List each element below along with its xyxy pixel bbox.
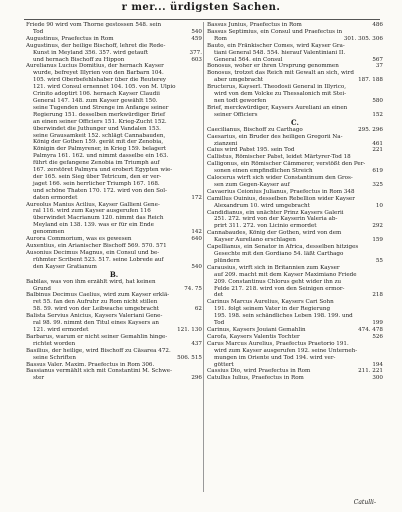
- entry-text: daten ermordet: [33, 194, 78, 201]
- entry-text: Auxentius, ein Arianischer Bischoff 569. 570. 571: [26, 243, 167, 249]
- index-entry: [207, 348, 383, 355]
- index-entry: [26, 375, 202, 382]
- index-entry: [26, 327, 202, 334]
- index-entry: [26, 98, 202, 105]
- index-entry: [26, 222, 202, 229]
- entry-text: plündern: [214, 257, 240, 264]
- entry-text: überwindet Macrianum 120. nimmt das Reich: [33, 215, 164, 222]
- index-entry: [207, 265, 383, 272]
- entry-text: Bauto, ein Fränkischer Comes, wird Kayser Gra-: [207, 42, 345, 49]
- page-reference: 540: [191, 28, 202, 35]
- index-entry: [207, 98, 383, 105]
- left-column: [26, 22, 202, 382]
- page-reference: 74. 75: [184, 285, 202, 292]
- entry-text: ral 116. wird zum Kayser ausgerufen 116: [33, 208, 151, 215]
- page-reference: 377.: [189, 49, 202, 56]
- index-entry: [26, 126, 202, 133]
- entry-text: 191. folgt seinem Vater in der Regierung: [214, 306, 331, 313]
- entry-text: Cavaerius Ceionius Julianus, Praefectus in Rom 348: [207, 188, 355, 195]
- entry-text: Brief, merckwürdiger, Kaysers Aureliani an einen: [207, 104, 348, 111]
- page-reference: 194: [372, 361, 383, 368]
- index-entry: [207, 306, 383, 313]
- index-entry: [26, 348, 202, 355]
- index-entry: [207, 105, 383, 112]
- entry-text: überwindet die Juthunger und Vandalen 153.: [33, 125, 161, 132]
- page-reference: 55: [375, 257, 383, 264]
- entry-text: Regierung 151. desselben merkwürdiger Brief: [33, 111, 166, 118]
- index-entry: [26, 43, 202, 50]
- entry-text: wird von dem Volcke zu Thessalonich mit Stei-: [214, 91, 347, 98]
- entry-text: Candidianus, ein unächter Prinz Kaysers Galerii: [207, 209, 344, 216]
- entry-text: 209. Constantinus Chlorus geht wider ihn zu: [214, 278, 342, 285]
- index-entry: [207, 327, 383, 334]
- index-entry: [26, 160, 202, 167]
- entry-text: 251. 272. wird von der Kayserin Valeria ab-: [214, 216, 338, 223]
- header-rule: [24, 19, 380, 20]
- entry-text: Friede 90 wird vom Thorne gestossen 548. sein: [26, 22, 162, 28]
- entry-text: Königin der Palmyrener, in Krieg 159. belagert: [33, 146, 167, 153]
- index-entry: [207, 196, 383, 203]
- entry-text: Caius wird Pabst 195. sein Tod: [207, 147, 295, 154]
- entry-text: Caecilianus, Bischoff zu Carthago: [207, 126, 303, 133]
- index-entry: [26, 91, 202, 98]
- catchword: Catulli-: [353, 499, 376, 506]
- entry-text: Bassus Junius, Praefectus in Rom: [207, 22, 302, 28]
- page-reference: 300: [372, 375, 383, 382]
- index-entry: [26, 368, 202, 375]
- entry-text: Augustinus, der heilige Bischoff, lehret die Rede-: [26, 42, 166, 49]
- entry-text: 167. zerstöret Palmyra und erobert Egypten wie-: [33, 167, 173, 174]
- entry-text: 105. wird Oberbefehlshaber über die Reuterey: [33, 77, 167, 84]
- entry-text: Aurora Commorium, was es gewesen: [26, 236, 132, 243]
- index-entry: [207, 362, 383, 369]
- index-entry: [207, 341, 383, 348]
- index-entry: [26, 202, 202, 209]
- entry-text: General 147. 148. zum Kayser gewählt 150.: [33, 97, 158, 104]
- entry-text: König der Gothen 159. gerät mit der Zenobia,: [33, 139, 164, 146]
- index-entry: [207, 36, 383, 43]
- column-divider: [203, 22, 204, 492]
- page-reference: 292: [372, 223, 383, 230]
- entry-text: Bonosus, trotzet das Reich mit Gewalt an sich, wird: [207, 70, 354, 77]
- entry-text: Calligonus, ein Römischer Cämmerer, verstößt den Per-: [207, 161, 366, 168]
- entry-text: göttert: [214, 361, 234, 368]
- index-entry: [26, 362, 202, 369]
- entry-text: jaget 166. sein herrlicher Triumph 167. 168.: [33, 180, 160, 187]
- page-reference: 325: [372, 181, 383, 188]
- index-entry: [207, 230, 383, 237]
- index-entry: [207, 286, 383, 293]
- entry-text: Calocerus wirft sich wider Constantinum den Gros-: [207, 175, 353, 182]
- index-entry: [207, 134, 383, 141]
- entry-text: Tod: [214, 320, 225, 327]
- entry-text: Capellianus, ein Senator in Africa, desselben hitziges: [207, 244, 359, 251]
- page-reference: 301. 305. 306: [343, 35, 383, 42]
- index-entry: [26, 334, 202, 341]
- index-entry: [207, 22, 383, 29]
- index-entry: [26, 250, 202, 257]
- entry-text: Carinus, Kaysers Jouiani Gemahlin: [207, 326, 306, 333]
- entry-text: Callistus, Römischer Pabst, leidet Märtyrer-Tod 18: [207, 154, 351, 161]
- entry-text: den Kayser Gratianum: [33, 263, 97, 270]
- entry-text: 195. 198. sein schändliches Leben 198. 199. und: [214, 313, 353, 320]
- page-reference: 580: [372, 97, 383, 104]
- index-entry: [26, 243, 202, 250]
- entry-text: Felde 217. 218. wird von den Seinigen ermor-: [214, 285, 345, 292]
- entry-text: Kunst in Meyland 356. 357. wird getauft: [33, 49, 149, 56]
- page-reference: 619: [372, 168, 383, 175]
- index-entry: [26, 153, 202, 160]
- index-entry: [26, 299, 202, 306]
- entry-text: Tod: [33, 28, 44, 35]
- index-entry: [26, 264, 202, 271]
- index-entry: [26, 306, 202, 313]
- entry-text: und hernach Bischoff zu Hippon: [33, 56, 125, 63]
- index-entry: [26, 195, 202, 202]
- entry-text: Balista Servius Anicius, Kaysers Valeriani Gene-: [26, 313, 163, 320]
- page-reference: 567: [372, 56, 383, 63]
- page-reference: 142: [191, 229, 202, 236]
- index-entry: [207, 355, 383, 362]
- page-reference: 218: [372, 292, 383, 299]
- entry-text: 121. wird Consul ernennet 104. 105. von M. Ulpio: [33, 84, 176, 91]
- entry-text: Carus Marcus Aurelius, Praefectus Praetorio 191.: [207, 340, 349, 347]
- page-reference: 187. 188: [358, 77, 383, 84]
- index-entry: [207, 203, 383, 210]
- page-reference: 437: [191, 340, 202, 347]
- index-entry: [26, 50, 202, 57]
- entry-text: Camillus Ouinius, desselben Rebellion wider Kayser: [207, 195, 355, 202]
- entry-text: führt die gefangene Zenobia im Triumph auf: [33, 160, 160, 167]
- entry-text: Bassus Septimius, ein Consul und Praefectus in: [207, 28, 343, 35]
- index-entry: [207, 141, 383, 148]
- entry-text: Ausonius Decimus Magnus, ein Consul und be-: [26, 249, 160, 256]
- index-entry: [26, 57, 202, 64]
- entry-text: Bassianus vermählt sich mit Constantini M. Schwe-: [26, 368, 173, 375]
- index-entry: [207, 29, 383, 36]
- index-entry: [26, 70, 202, 77]
- index-entry: [207, 258, 383, 265]
- index-entry: [26, 355, 202, 362]
- index-entry: [26, 229, 202, 236]
- index-entry: [207, 375, 383, 382]
- index-entry: [207, 63, 383, 70]
- index-entry: [207, 91, 383, 98]
- right-column: [207, 22, 383, 382]
- entry-text: Meyland ein 138. 139. was er für ein Ende: [33, 222, 154, 229]
- page-reference: 10: [375, 202, 383, 209]
- entry-text: ret 55. fan den Aufruhr zu Rom nicht stillen: [33, 299, 158, 306]
- entry-text: Alexandrum 10. wird umgebracht: [214, 202, 310, 209]
- index-entry: [26, 29, 202, 36]
- entry-text: General 564. ein Consul: [214, 56, 283, 63]
- entry-text: Palmyra 161. 162. und nimmt dasselbe ein 163.: [33, 153, 169, 160]
- entry-text: 121. wird ermordet: [33, 326, 89, 333]
- page-reference: 640: [191, 236, 202, 243]
- index-entry: [26, 188, 202, 195]
- entry-text: Cassius Dio, wird Praefectus in Rom: [207, 368, 311, 375]
- index-entry: [207, 70, 383, 77]
- entry-text: Augustinus, Praefectus in Rom: [26, 35, 114, 42]
- entry-text: wird zum Kayser ausgerufen 192. seine Unterneh-: [214, 347, 358, 354]
- entry-text: nen todt geworfen: [214, 97, 267, 104]
- entry-text: seine Grausamkeit 152. schlägt Cannabauden,: [33, 132, 166, 139]
- page-reference: 62: [194, 306, 202, 313]
- entry-text: aber umgebracht: [214, 77, 264, 84]
- index-entry: [207, 320, 383, 327]
- entry-text: Cannabaudes, König der Gothen, wird von dem: [207, 230, 342, 237]
- index-entry: [26, 286, 202, 293]
- index-entry: [26, 63, 202, 70]
- index-entry: [207, 292, 383, 299]
- index-entry: [26, 181, 202, 188]
- page-reference: 296: [191, 375, 202, 382]
- entry-text: an einen seiner Officiers 151. Krieg-Zucht 152.: [33, 118, 167, 125]
- index-entry: [207, 50, 383, 57]
- entry-text: Rom: [214, 35, 227, 42]
- index-entry: [207, 154, 383, 161]
- index-entry: [207, 313, 383, 320]
- index-entry: [207, 237, 383, 244]
- entry-text: Bassus Valer. Maxim. Praefectus in Rom 306.: [26, 361, 155, 368]
- index-entry: [207, 279, 383, 286]
- entry-text: wurde, befreyet Illyrien von den Barbarn 104.: [33, 70, 164, 77]
- index-entry: [207, 43, 383, 50]
- entry-text: Catullus Iulius, Praefectus in Rom: [207, 375, 304, 382]
- entry-text: seiner Officiers: [214, 111, 258, 118]
- page-reference: 211. 221: [358, 368, 383, 375]
- index-entry: [26, 215, 202, 222]
- index-entry: [26, 139, 202, 146]
- index-entry: [26, 257, 202, 264]
- page-reference: 295. 296: [358, 126, 383, 133]
- index-entry: [26, 208, 202, 215]
- index-entry: [26, 320, 202, 327]
- entry-text: prirt 311. 272. von Licinio ermordet: [214, 223, 317, 230]
- entry-text: sonen einen empfindlichen Streich: [214, 168, 313, 175]
- index-entry: [207, 334, 383, 341]
- index-entry: [207, 168, 383, 175]
- index-entry: [26, 105, 202, 112]
- index-entry: [207, 147, 383, 154]
- index-entry: [26, 146, 202, 153]
- entry-text: Barbarus, warum er nicht seiner Gemahlin hinge-: [26, 333, 168, 340]
- index-entry: [26, 236, 202, 243]
- entry-text: Carofa, Kaysers Valentis Tochter: [207, 333, 300, 340]
- index-entry: [26, 36, 202, 43]
- entry-text: Aureolus Manius Acilius, Kayser Gallieni Gene-: [26, 201, 160, 208]
- page-reference: 474. 478: [358, 326, 383, 333]
- index-entry: [26, 112, 202, 119]
- entry-text: Bonosus, woher er ihren Ursprung genommen: [207, 63, 339, 70]
- index-entry: [207, 368, 383, 375]
- index-entry: [26, 313, 202, 320]
- page-reference: 121. 130: [177, 326, 202, 333]
- entry-text: Balbinus Decimus Caelius, wird zum Kayser erklä-: [26, 292, 170, 299]
- entry-text: seine Tugenden und Strenge im Anfange seiner: [33, 104, 169, 111]
- page-reference: 199: [372, 320, 383, 327]
- index-entry: [207, 299, 383, 306]
- page-reference: 461: [372, 140, 383, 147]
- entry-text: Bructerus, Kayserl. Theodosii General in Illyrico,: [207, 84, 346, 91]
- entry-text: Kayser Aureliano erschlagen: [214, 237, 296, 244]
- entry-text: Carausius, wirft sich in Britannien zum Kayser: [207, 264, 340, 271]
- entry-text: Babilas, was von ihm erzählt wird, hat keinen: [26, 278, 156, 285]
- index-entry: [26, 77, 202, 84]
- page-reference: 459: [191, 35, 202, 42]
- index-entry: [26, 341, 202, 348]
- entry-text: sen zum Gegen-Kayser auf: [214, 181, 290, 188]
- running-header: r mer... ürdigsten Sachen.: [121, 2, 281, 13]
- index-entry: [207, 161, 383, 168]
- index-entry: [207, 251, 383, 258]
- entry-text: der 165. sein Sieg über Tetricum, den er ver-: [33, 173, 162, 180]
- index-entry: [207, 77, 383, 84]
- index-entry: [26, 279, 202, 286]
- index-entry: [26, 133, 202, 140]
- entry-text: 58. 59. wird von der Leibwache umgebracht: [33, 306, 159, 313]
- entry-text: tiani General 548. 554. hierauf Valentiniani II.: [214, 49, 346, 56]
- index-entry: [207, 272, 383, 279]
- page-reference: 37: [375, 63, 383, 70]
- index-entry: [26, 119, 202, 126]
- entry-text: Caesarius, ein Bruder des heiligen Gregorii Na-: [207, 133, 343, 140]
- index-entry: [207, 112, 383, 119]
- page-reference: 603: [191, 56, 202, 63]
- index-entry: [207, 244, 383, 251]
- entry-text: Basilius, der heilige, wird Bischoff zu Cäsarea 472.: [26, 347, 171, 354]
- page-reference: 540: [191, 263, 202, 270]
- entry-text: ster: [33, 375, 45, 382]
- index-entry: [207, 223, 383, 230]
- section-letter: C.: [291, 117, 299, 127]
- entry-text: Gesechte mit den Gordiano 54. läßt Carthago: [214, 251, 344, 257]
- index-entry: [207, 84, 383, 91]
- entry-text: richtet worden: [33, 340, 76, 347]
- page-reference: 486: [372, 22, 383, 28]
- index-entry: [207, 216, 383, 223]
- page-reference: 506. 515: [177, 354, 202, 361]
- page-reference: 152: [372, 111, 383, 118]
- index-entry: [26, 22, 202, 29]
- index-entry: [207, 57, 383, 64]
- page-reference: 526: [372, 333, 383, 340]
- entry-text: Aurelianus Lucius Domitius, der hernach Kayser: [26, 63, 164, 70]
- entry-text: mungen im Oriente und Tod 194. wird ver-: [214, 354, 336, 361]
- entry-text: zianzeni: [214, 140, 238, 147]
- entry-text: ral 98. 99. nimmt den Titul eines Kaysers an: [33, 320, 159, 327]
- entry-text: Crinito adoptirt 106. hernach Kayser Claudii: [33, 91, 160, 98]
- page-reference: 159: [372, 237, 383, 244]
- entry-text: rühmter Scribent 523. 517. seine Lobrede auf: [33, 256, 164, 263]
- index-entry: [207, 210, 383, 217]
- entry-text: seine Schriften: [33, 354, 76, 361]
- entry-text: auf 209. macht mit dem Kayser Maximiano Friede: [214, 271, 357, 278]
- page-reference: 221: [372, 147, 383, 154]
- index-entry: [207, 189, 383, 196]
- entry-text: det: [214, 292, 224, 299]
- section-letter: B.: [109, 269, 119, 279]
- entry-text: genommen: [33, 229, 65, 236]
- index-entry: [207, 127, 383, 134]
- entry-text: und schöne Thaten 170. 172. wird von den Sol-: [33, 187, 167, 194]
- index-entry: [26, 292, 202, 299]
- index-entry: [207, 175, 383, 182]
- index-entry: [207, 182, 383, 189]
- entry-text: Carinus Marcus Aurelius, Kaysers Cari Sohn: [207, 299, 334, 306]
- page-reference: 172: [191, 194, 202, 201]
- index-entry: [26, 84, 202, 91]
- index-entry: [26, 167, 202, 174]
- index-entry: [26, 174, 202, 181]
- entry-text: Grund: [33, 285, 51, 292]
